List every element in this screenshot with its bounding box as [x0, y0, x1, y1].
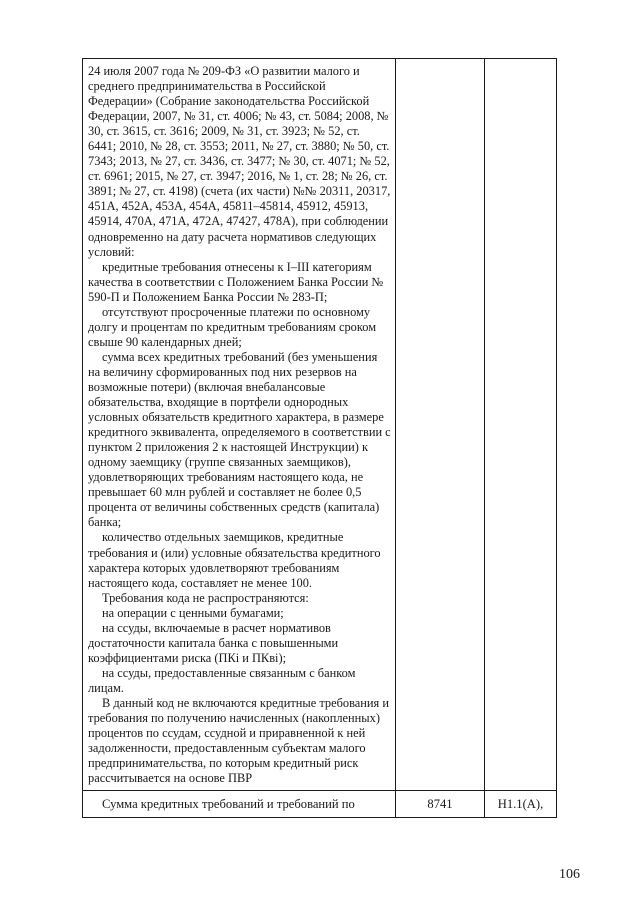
paragraph: кредитные требования отнесены к I–III категориям качества в соответствии с Положением Банка России № 590-П и Положением Банка России № 283-П; — [88, 259, 384, 304]
table-row — [83, 791, 557, 818]
paragraph: Требования кода не распространяются: — [102, 590, 309, 605]
table-row — [83, 59, 557, 791]
code-cell — [396, 791, 485, 818]
paragraph: 24 июля 2007 года № 209-ФЗ «О развитии малого и среднего предпринимательства в Российской Федерации» (Собрание законодательства Российской Федерации, 2007, № 31, ст. 4006; № 43, ст. 5084; 2008, № 30, ст. 3615, ст. 3616; 2009, № 31, ст. 3923; № 52, ст. 6441; 2010, № 28, ст. 3553; 2011, № 27, ст. 3880; № 50, ст. 7343; 2013, № 27, ст. 3436, ст. 3477; № 30, ст. 4071; № 52, ст. 6961; 2015, № 27, ст. 3947; 2016, № 1, ст. 28; № 26, ст. 3891; № 27, ст. 4198) (счета (их части) №№ 20311, 20317, 451А, 452А, 453А, 454А, 45811–45814, 45912, 45913, 45914, 470А, 471А, 472А, 47427, 478А), при соблюдении одновременно на дату расчета нормативов следующих условий: — [88, 64, 391, 259]
norm-cell — [485, 791, 557, 818]
document-table — [82, 58, 557, 818]
row-description: Сумма кредитных требований и требований по — [102, 797, 355, 812]
norm-value: Н1.1(А), — [497, 797, 544, 812]
paragraph: отсутствуют просроченные платежи по основному долгу и процентам по кредитным требованиям сроком свыше 90 календарных дней; — [88, 304, 377, 349]
code-cell — [396, 59, 485, 791]
paragraph: сумма всех кредитных требований (без уменьшения на величину сформированных под них резервов на возможные потери) (включая внебалансовые обязательства, входящие в портфели однородных условных обязательств кредитного характера, в размере кредитного эквивалента, определяемого в соответствии с пунктом 2 приложения 2 к настоящей Инструкции) к одному заемщику (группе связанных заемщиков), удовлетворяющих требованиям настоящего кода, не превышает 60 млн рублей и составляет не более 0,5 процента от величины собственных средств (капитала) банка; — [88, 349, 391, 530]
paragraph: на ссуды, включаемые в расчет нормативов достаточности капитала банка с повышенными коэффициентами риска (ПКi и ПКвi); — [88, 620, 339, 665]
paragraph: количество отдельных заемщиков, кредитные требования и (или) условные обязательства кредитного характера которых удовлетворяют требованиям настоящего кода, составляет не менее 100. — [88, 530, 381, 590]
page-number: 106 — [559, 867, 580, 882]
code-value: 8741 — [427, 797, 453, 812]
description-cell — [83, 59, 396, 791]
description-cell — [83, 791, 396, 818]
paragraph: В данный код не включаются кредитные требования и требования по получению начисленных (накопленных) процентов по ссудам, ссудной и приравненной к ней задолженности, предоставленным субъектам малого предпринимательства, по которым кредитный риск рассчитывается на основе ПВР — [88, 695, 389, 786]
paragraph: на ссуды, предоставленные связанным с банком лицам. — [88, 665, 356, 695]
norm-cell — [485, 59, 557, 791]
paragraph: на операции с ценными бумагами; — [102, 605, 284, 620]
